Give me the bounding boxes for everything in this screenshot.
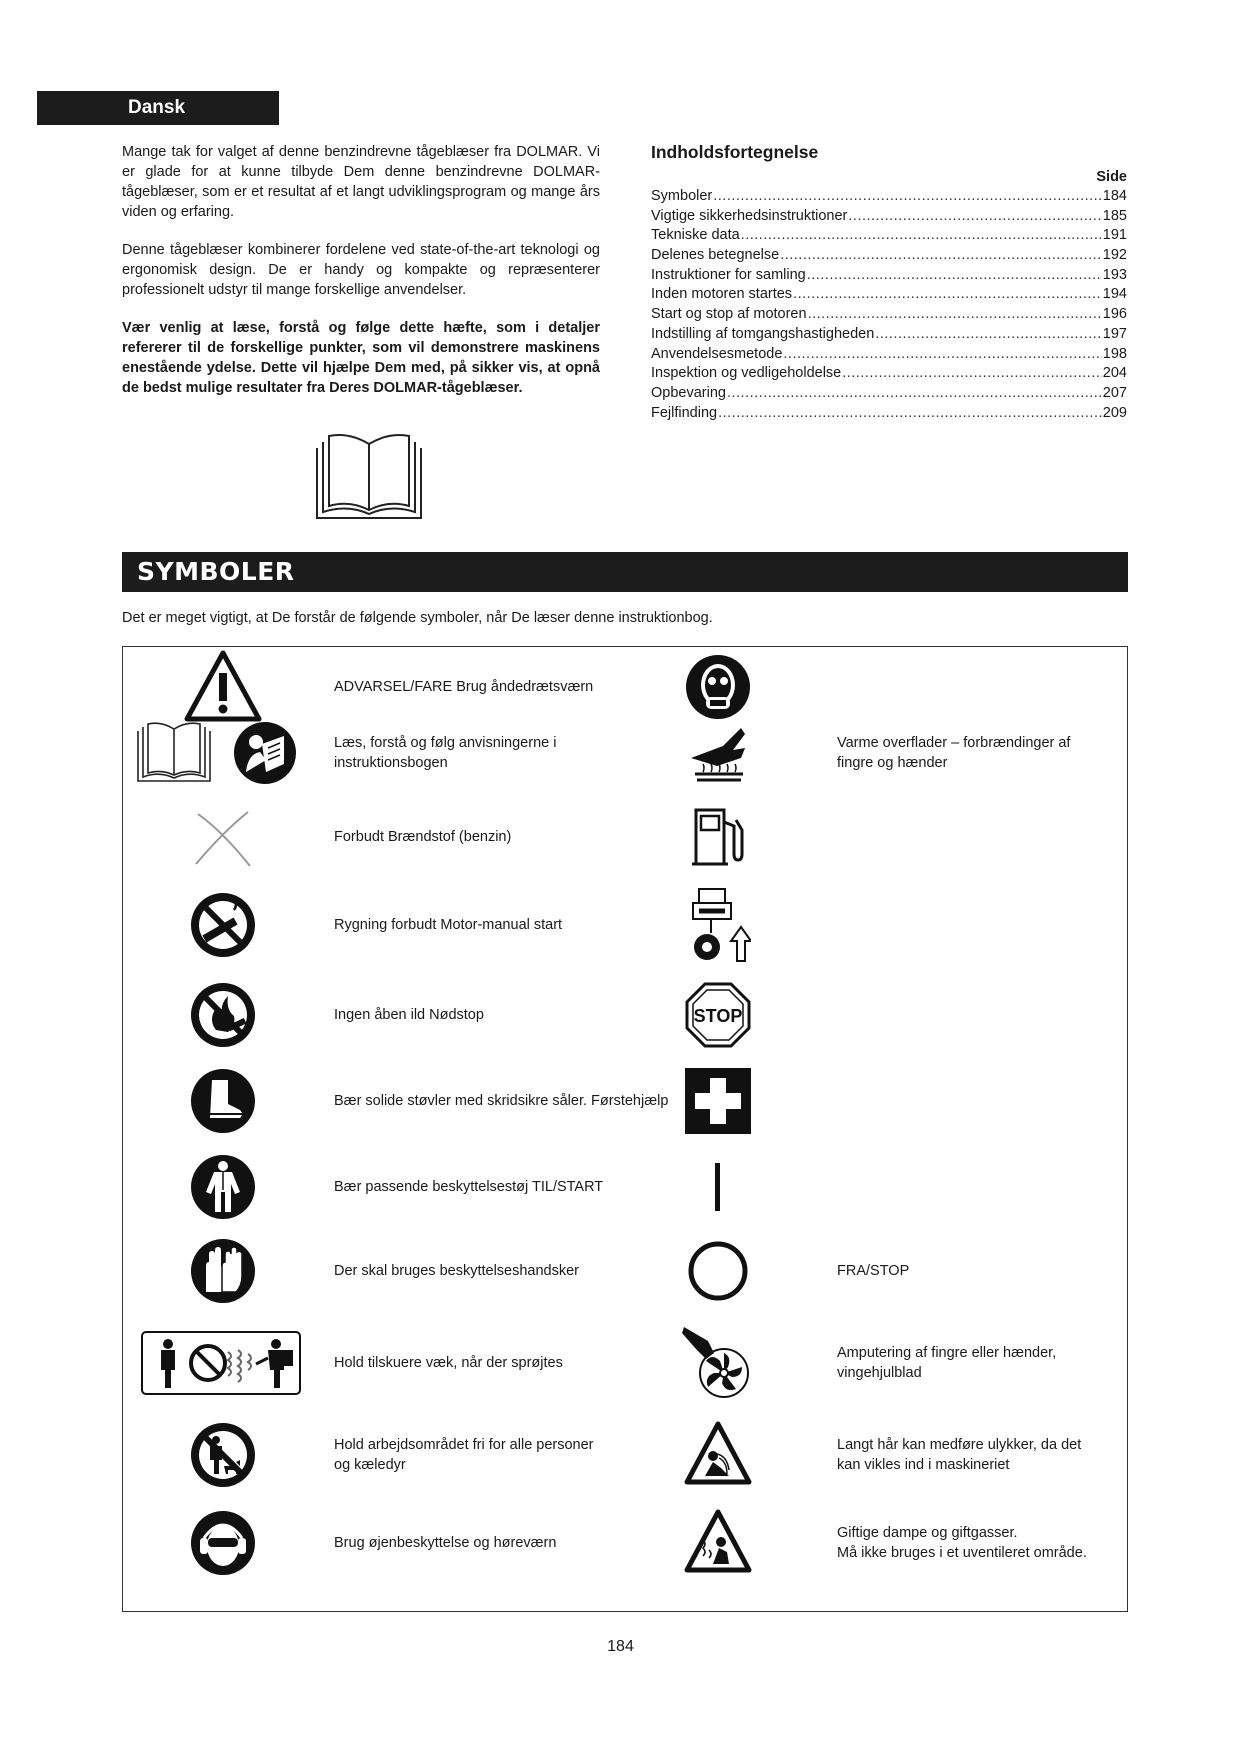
intro-text bbox=[122, 142, 600, 416]
toc-entry-page: 185 bbox=[1102, 207, 1127, 224]
toc-entry bbox=[651, 188, 1127, 208]
toc-leader-dots bbox=[727, 385, 1102, 401]
symbol-row bbox=[123, 1231, 1127, 1311]
prohibited-cross-icon bbox=[188, 802, 258, 872]
toc-entry-label: Tekniske data bbox=[651, 227, 740, 244]
symbol-text-left: Brug øjenbeskyttelse og høreværn bbox=[334, 1535, 557, 1551]
toc-entry bbox=[651, 267, 1127, 287]
toc-leader-dots bbox=[718, 405, 1102, 421]
toc-side-label: Side bbox=[1096, 169, 1127, 185]
hot-surface-icon bbox=[683, 718, 753, 788]
symbol-text-right: vingehjulblad bbox=[837, 1365, 922, 1381]
toc-entry-page: 193 bbox=[1102, 266, 1127, 283]
toc-entry-page: 196 bbox=[1102, 306, 1127, 323]
toc-leader-dots bbox=[783, 346, 1101, 362]
manual-book-icon bbox=[134, 721, 214, 785]
symbol-row bbox=[123, 1503, 1127, 1583]
intro-paragraph-3: Vær venlig at læse, forstå og følge dette hæfte, som i detaljer refererer til de forskellige punkter, som vil demonstrere maskinens enestående ydelse. Dette vil hjælpe Dem med, på sikker vis, at opnå de bedst mulige resultater fra Deres DOLMAR-tågeblæser. bbox=[122, 320, 600, 396]
toc-entry-label: Vigtige sikkerhedsinstruktioner bbox=[651, 207, 848, 224]
toc-leader-dots bbox=[807, 267, 1102, 283]
symbol-text-left: Rygning forbudt Motor-manual start bbox=[334, 917, 563, 933]
no-open-flame-icon bbox=[188, 980, 258, 1050]
toc-entry-label: Start og stop af motoren bbox=[651, 306, 807, 323]
symbol-row bbox=[123, 1061, 1127, 1141]
symbol-row bbox=[123, 975, 1127, 1055]
symbol-text-right: Må ikke bruges i et uventileret område. bbox=[837, 1545, 1087, 1561]
symbols-table bbox=[122, 646, 1128, 1612]
symbol-row bbox=[123, 1323, 1127, 1403]
on-start-line-icon bbox=[708, 1157, 728, 1217]
toc-leader-dots bbox=[741, 227, 1102, 243]
manual-start-icon bbox=[685, 885, 751, 965]
toc-leader-dots bbox=[780, 247, 1102, 263]
no-persons-pets-icon bbox=[188, 1420, 258, 1490]
toc-entry-label: Opbevaring bbox=[651, 384, 726, 401]
toc-entry bbox=[651, 306, 1127, 326]
symbol-row bbox=[123, 713, 1127, 793]
symbol-text-left: Hold tilskuere væk, når der sprøjtes bbox=[334, 1355, 563, 1371]
toc-entry-page: 209 bbox=[1102, 404, 1127, 421]
symbol-text-left: Ingen åben ild Nødstop bbox=[334, 1007, 484, 1023]
impeller-amputation-icon bbox=[678, 1323, 758, 1403]
symbol-text-left: ADVARSEL/FARE Brug åndedrætsværn bbox=[334, 679, 594, 695]
toc-entry bbox=[651, 346, 1127, 366]
symbol-text-right: kan vikles ind i maskineriet bbox=[837, 1457, 1010, 1473]
symbol-text-left: Forbudt Brændstof (benzin) bbox=[334, 829, 512, 845]
toxic-fumes-warning-icon bbox=[683, 1508, 753, 1578]
symbols-intro: Det er meget vigtigt, at De forstår de følgende symboler, når De læser denne instruktionbog. bbox=[122, 610, 713, 626]
toc-entry bbox=[651, 405, 1127, 425]
symbol-text-right: Varme overflader – forbrændinger af bbox=[837, 735, 1071, 751]
symbol-text-left: instruktionsbogen bbox=[334, 755, 448, 771]
toc-leader-dots bbox=[875, 326, 1102, 342]
first-aid-icon bbox=[683, 1066, 753, 1136]
toc-entry-label: Symboler bbox=[651, 188, 713, 204]
long-hair-warning-icon bbox=[683, 1420, 753, 1490]
symbol-text-right: FRA/STOP bbox=[837, 1263, 910, 1279]
language-tab: Dansk bbox=[37, 91, 279, 125]
toc-entry-label: Instruktioner for samling bbox=[651, 266, 806, 283]
protective-gloves-icon bbox=[188, 1236, 258, 1306]
symbol-text-right: Amputering af fingre eller hænder, bbox=[837, 1345, 1057, 1361]
no-smoking-icon bbox=[188, 890, 258, 960]
toc-entry bbox=[651, 385, 1127, 405]
symbol-text-right: fingre og hænder bbox=[837, 755, 948, 771]
toc-entry-page: 197 bbox=[1102, 325, 1127, 342]
stop-sign-icon bbox=[685, 982, 751, 1048]
toc-leader-dots bbox=[808, 306, 1102, 322]
read-manual-icon bbox=[232, 720, 298, 786]
symbol-row bbox=[123, 1147, 1127, 1227]
toc-leader-dots bbox=[848, 208, 1101, 224]
symbol-row bbox=[123, 1415, 1127, 1495]
toc-entry-label: Inden motoren startes bbox=[651, 286, 793, 303]
toc-entry-page: 191 bbox=[1102, 227, 1127, 244]
off-stop-circle-icon bbox=[685, 1238, 751, 1304]
symbol-text-left: Bær solide støvler med skridsikre såler. Førstehjælp bbox=[334, 1093, 669, 1109]
fuel-pump-icon bbox=[688, 804, 748, 870]
intro-paragraph-1: Mange tak for valget af denne benzindrevne tågeblæser fra DOLMAR. Vi er glade for at kunne tilbyde Dem denne benzindrevne DOLMAR- tågeblæser, som er et resultat af et langt udviklingsprogram og mange års viden og erfaring. bbox=[122, 144, 600, 220]
symbol-text-right: Langt hår kan medføre ulykker, da det bbox=[837, 1437, 1082, 1453]
symbol-text-left: Bær passende beskyttelsestøj TIL/START bbox=[334, 1179, 604, 1195]
symbol-text-left: og kæledyr bbox=[334, 1457, 406, 1473]
toc-entry-page: 204 bbox=[1102, 365, 1127, 382]
keep-bystanders-away-icon bbox=[140, 1328, 302, 1398]
toc-entry-label: Fejlfinding bbox=[651, 404, 718, 421]
page-number: 184 bbox=[607, 1638, 634, 1655]
toc-leader-dots bbox=[793, 286, 1102, 302]
toc-title: Indholdsfortegnelse bbox=[651, 142, 819, 162]
symbol-text-left: Hold arbejdsområdet fri for alle personer bbox=[334, 1437, 594, 1453]
toc-entry bbox=[651, 247, 1127, 267]
toc-entry-page: 194 bbox=[1102, 286, 1127, 303]
toc-leader-dots bbox=[713, 188, 1102, 204]
toc-entry bbox=[651, 227, 1127, 247]
protective-clothing-icon bbox=[188, 1152, 258, 1222]
symbol-row bbox=[123, 885, 1127, 965]
symbol-text-left: Læs, forstå og følg anvisningerne i bbox=[334, 735, 557, 751]
toc-entry-label: Anvendelsesmetode bbox=[651, 345, 783, 362]
symbol-text-right: Giftige dampe og giftgasser. bbox=[837, 1525, 1018, 1541]
toc-entry-label: Inspektion og vedligeholdelse bbox=[651, 365, 842, 382]
safety-boots-icon bbox=[188, 1066, 258, 1136]
toc-entry-label: Delenes betegnelse bbox=[651, 247, 780, 264]
open-book-icon bbox=[309, 430, 429, 525]
toc-entry bbox=[651, 208, 1127, 228]
toc-entry-page: 198 bbox=[1102, 345, 1127, 362]
toc-entry bbox=[651, 326, 1127, 346]
toc-entry bbox=[651, 286, 1127, 306]
toc-entry-page: 207 bbox=[1102, 384, 1127, 401]
stop-sign-text: STOP bbox=[693, 1006, 743, 1026]
symbols-section-header: SYMBOLER bbox=[122, 552, 1128, 592]
eye-ear-protection-icon bbox=[188, 1508, 258, 1578]
toc-entry-page: 192 bbox=[1102, 247, 1127, 264]
symbol-row bbox=[123, 797, 1127, 877]
intro-paragraph-2: Denne tågeblæser kombinerer fordelene ved state-of-the-art teknologi og ergonomisk design. De er handy og kompakte og repræsenterer professionelt udstyr til mange forskellige anvendelser. bbox=[122, 242, 600, 298]
symbol-text-left: Der skal bruges beskyttelseshandsker bbox=[334, 1263, 580, 1279]
toc-entry-page: 184 bbox=[1102, 188, 1127, 204]
toc-entry-label: Indstilling af tomgangshastigheden bbox=[651, 325, 875, 342]
toc-leader-dots bbox=[842, 365, 1102, 381]
toc-entry bbox=[651, 365, 1127, 385]
table-of-contents bbox=[651, 142, 1127, 424]
